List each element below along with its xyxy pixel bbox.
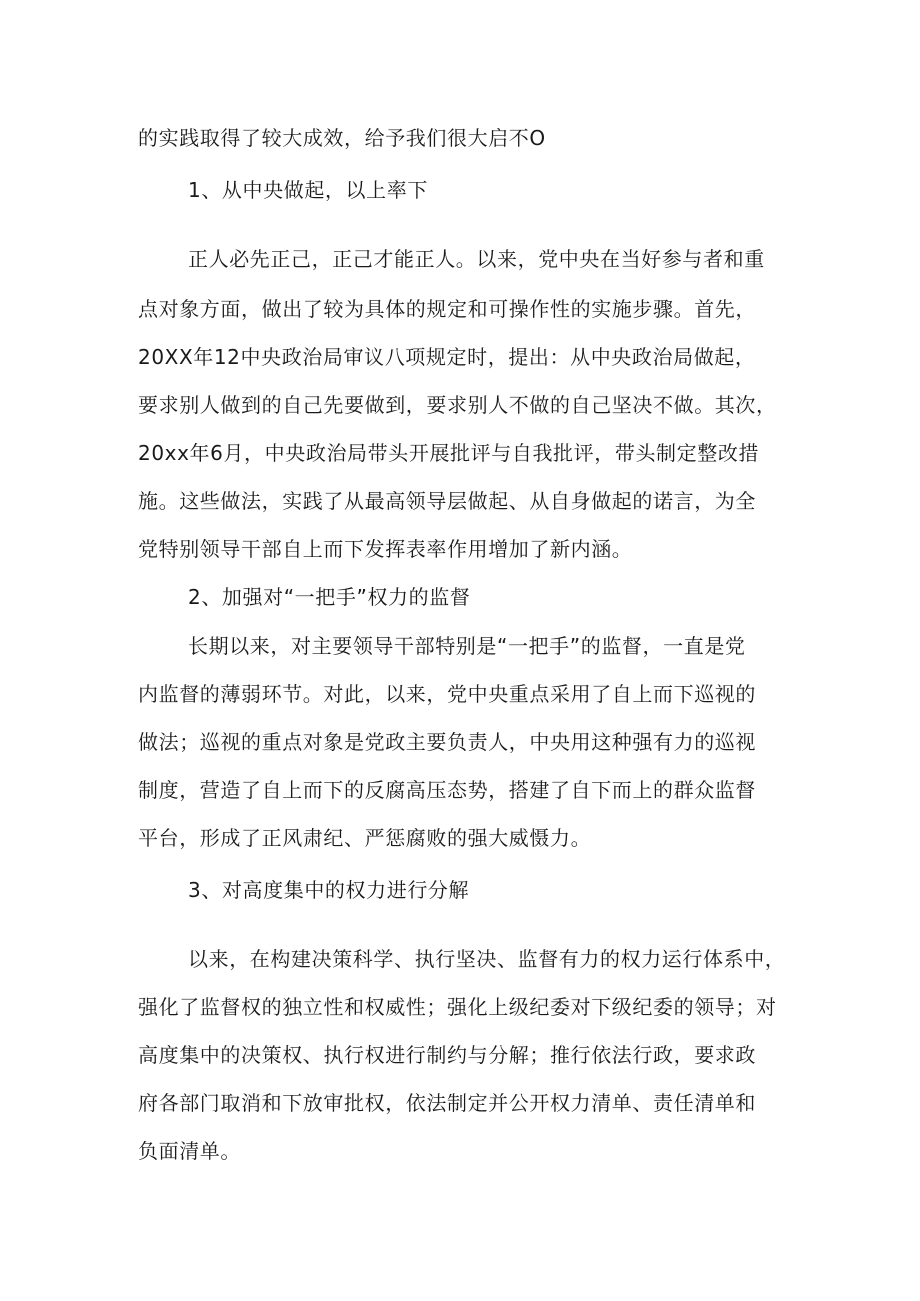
paragraph-line: 做法；巡视的重点对象是党政主要负责人，中央用这种强有力的巡视 (138, 730, 756, 754)
paragraph-line: 平台，形成了正风肃纪、严惩腐败的强大威慑力。 (138, 826, 592, 850)
paragraph-line: 20XX年12中央政治局审议八项规定时，提出：从中央政治局做起， (138, 345, 756, 369)
paragraph-line: 点对象方面，做出了较为具体的规定和可操作性的实施步骤。首先， (138, 297, 756, 321)
paragraph-line: 正人必先正己，正己才能正人。以来，党中央在当好参与者和重 (188, 247, 765, 271)
section-heading-1: 1、从中央做起，以上率下 (188, 178, 428, 202)
paragraph-line: 高度集中的决策权、执行权进行制约与分解；推行依法行政，要求政 (138, 1043, 756, 1067)
paragraph-line: 负面清单。 (138, 1139, 241, 1163)
paragraph-line: 长期以来，对主要领导干部特别是“一把手”的监督，一直是党 (188, 634, 746, 658)
section-heading-3: 3、对高度集中的权力进行分解 (188, 878, 470, 902)
paragraph-line: 制度，营造了自上而下的反腐高压态势，搭建了自下而上的群众监督 (138, 778, 756, 802)
paragraph-line: 以来，在构建决策科学、执行坚决、监督有力的权力运行体系中， (188, 947, 786, 971)
paragraph-line: 的实践取得了较大成效，给予我们很大启不O (138, 126, 546, 150)
paragraph-line: 内监督的薄弱环节。对此，以来，党中央重点采用了自上而下巡视的 (138, 682, 756, 706)
paragraph-line: 20xx年6月，中央政治局带头开展批评与自我批评，带头制定整改措 (138, 441, 760, 465)
paragraph-line: 党特别领导干部自上而下发挥表率作用增加了新内涵。 (138, 537, 633, 561)
paragraph-line: 府各部门取消和下放审批权，依法制定并公开权力清单、责任清单和 (138, 1091, 756, 1115)
paragraph-line: 强化了监督权的独立性和权威性；强化上级纪委对下级纪委的领导；对 (138, 995, 777, 1019)
section-heading-2: 2、加强对“一把手”权力的监督 (188, 585, 471, 609)
paragraph-line: 要求别人做到的自己先要做到，要求别人不做的自己坚决不做。其次， (138, 393, 777, 417)
paragraph-line: 施。这些做法，实践了从最高领导层做起、从自身做起的诺言，为全 (138, 489, 756, 513)
